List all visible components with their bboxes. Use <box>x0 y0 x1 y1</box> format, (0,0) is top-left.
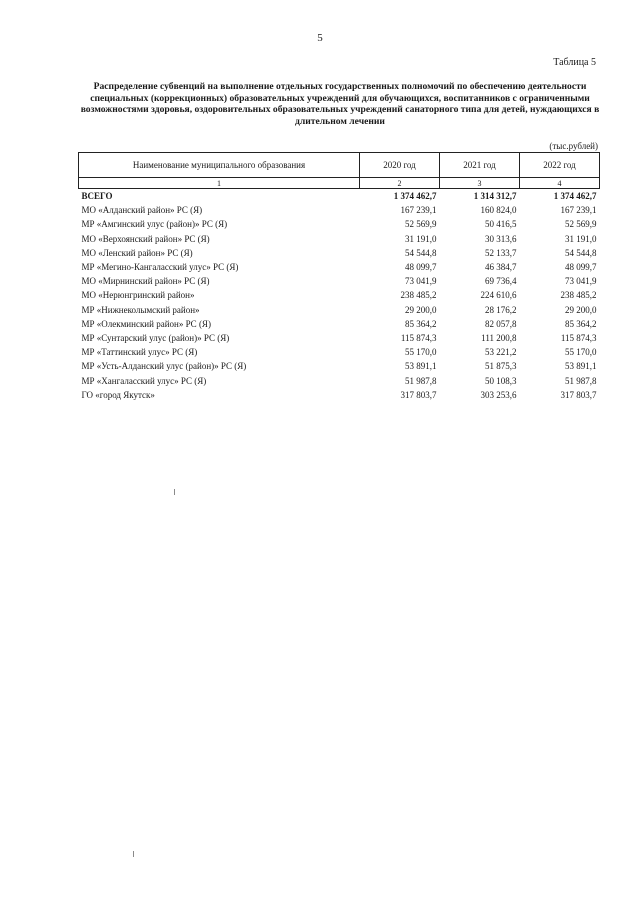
value-2021: 46 384,7 <box>485 262 517 273</box>
table-row <box>79 217 600 231</box>
header-municipality: Наименование муниципального образования <box>79 153 360 178</box>
value-2020: 1 374 462,7 <box>393 191 437 202</box>
value-2022: 52 569,9 <box>565 219 597 230</box>
table-row <box>79 232 600 246</box>
row-name: МР «Амгинский улус (район)» РС (Я) <box>81 219 228 230</box>
value-2022: 317 803,7 <box>560 389 597 400</box>
value-2020: 85 364,2 <box>405 318 437 329</box>
table-row <box>79 359 600 373</box>
value-2020: 53 891,1 <box>405 361 437 372</box>
value-2022: 85 364,2 <box>565 318 597 329</box>
table-row <box>79 246 600 260</box>
value-2021: 1 314 312,7 <box>473 191 517 202</box>
value-2022: 53 891,1 <box>565 361 597 372</box>
value-2021: 160 824,0 <box>480 205 517 216</box>
row-name: МР «Сунтарский улус (район)» РС (Я) <box>81 332 230 343</box>
value-2020: 54 544,8 <box>405 247 437 258</box>
value-2021: 224 610,6 <box>480 290 517 301</box>
value-2020: 238 485,2 <box>400 290 437 301</box>
row-name: МР «Олекминский район» РС (Я) <box>81 318 211 329</box>
table-row <box>79 303 600 317</box>
header-2021: 2021 год <box>440 153 520 178</box>
header-2020: 2020 год <box>360 153 440 178</box>
value-2021: 82 057,8 <box>485 318 517 329</box>
row-name: МР «Усть-Алданский улус (район)» РС (Я) <box>81 361 247 372</box>
value-2021: 50 108,3 <box>485 375 517 386</box>
value-2020: 115 874,3 <box>400 332 437 343</box>
value-2020: 317 803,7 <box>400 389 437 400</box>
value-2020: 48 099,7 <box>405 262 437 273</box>
row-name: МР «Хангаласский улус» РС (Я) <box>81 375 207 386</box>
table-row <box>79 288 600 302</box>
units-label: (тыс.рублей) <box>549 141 598 151</box>
row-name: МР «Мегино-Кангаласский улус» РС (Я) <box>81 262 239 273</box>
table-label: Таблица 5 <box>553 57 596 68</box>
table-header-row <box>79 153 600 178</box>
row-name: МР «Таттинский улус» РС (Я) <box>81 347 198 358</box>
table-row <box>79 260 600 274</box>
table-row <box>79 373 600 387</box>
row-name: МО «Алданский район» РС (Я) <box>81 205 203 216</box>
value-2022: 31 191,0 <box>565 233 597 244</box>
value-2022: 115 874,3 <box>560 332 597 343</box>
table-row-total <box>79 189 600 204</box>
value-2021: 51 875,3 <box>485 361 517 372</box>
subsidy-table <box>78 152 600 402</box>
row-name: МО «Нерюнгринский район» <box>81 290 195 301</box>
page-number: 5 <box>317 32 323 44</box>
header-2022: 2022 год <box>520 153 600 178</box>
value-2022: 48 099,7 <box>565 262 597 273</box>
table-row <box>79 345 600 359</box>
value-2020: 167 239,1 <box>400 205 437 216</box>
column-number: 1 <box>79 178 360 189</box>
column-number: 4 <box>520 178 600 189</box>
value-2022: 1 374 462,7 <box>553 191 597 202</box>
row-name: ВСЕГО <box>81 191 113 202</box>
value-2020: 55 170,0 <box>405 347 437 358</box>
value-2021: 50 416,5 <box>485 219 517 230</box>
value-2020: 51 987,8 <box>405 375 437 386</box>
value-2020: 73 041,9 <box>405 276 437 287</box>
document-title: Распределение субвенций на выполнение отдельных государственных полномочий по обеспечению деятельности специальных (коррекционных) образовательных учреждений для обучающихся, воспитанников с ограниченными возможностями здоровья, оздоровительных образовательных учреждений санаторного типа для детей, нуждающихся в длительном лечении <box>80 81 600 127</box>
table-row <box>79 203 600 217</box>
table-row <box>79 388 600 402</box>
value-2022: 55 170,0 <box>565 347 597 358</box>
column-number: 2 <box>360 178 440 189</box>
value-2021: 28 176,2 <box>485 304 517 315</box>
value-2022: 54 544,8 <box>565 247 597 258</box>
column-number: 3 <box>440 178 520 189</box>
value-2022: 29 200,0 <box>565 304 597 315</box>
table-row <box>79 317 600 331</box>
column-number-row <box>79 178 600 189</box>
scan-artifact <box>174 489 175 495</box>
row-name: МР «Нижнеколымский район» <box>81 304 200 315</box>
value-2021: 53 221,2 <box>485 347 517 358</box>
table-row <box>79 331 600 345</box>
row-name: МО «Мирнинский район» РС (Я) <box>81 276 210 287</box>
value-2022: 73 041,9 <box>565 276 597 287</box>
value-2020: 31 191,0 <box>405 233 437 244</box>
scan-artifact <box>133 851 134 857</box>
value-2022: 51 987,8 <box>565 375 597 386</box>
value-2020: 29 200,0 <box>405 304 437 315</box>
value-2021: 111 200,8 <box>481 332 517 343</box>
value-2020: 52 569,9 <box>405 219 437 230</box>
value-2022: 238 485,2 <box>560 290 597 301</box>
value-2021: 52 133,7 <box>485 247 517 258</box>
row-name: МО «Ленский район» РС (Я) <box>81 247 193 258</box>
row-name: ГО «город Якутск» <box>81 389 155 400</box>
value-2021: 303 253,6 <box>480 389 517 400</box>
row-name: МО «Верхоянский район» РС (Я) <box>81 233 210 244</box>
value-2021: 69 736,4 <box>485 276 517 287</box>
value-2022: 167 239,1 <box>560 205 597 216</box>
value-2021: 30 313,6 <box>485 233 517 244</box>
table-row <box>79 274 600 288</box>
